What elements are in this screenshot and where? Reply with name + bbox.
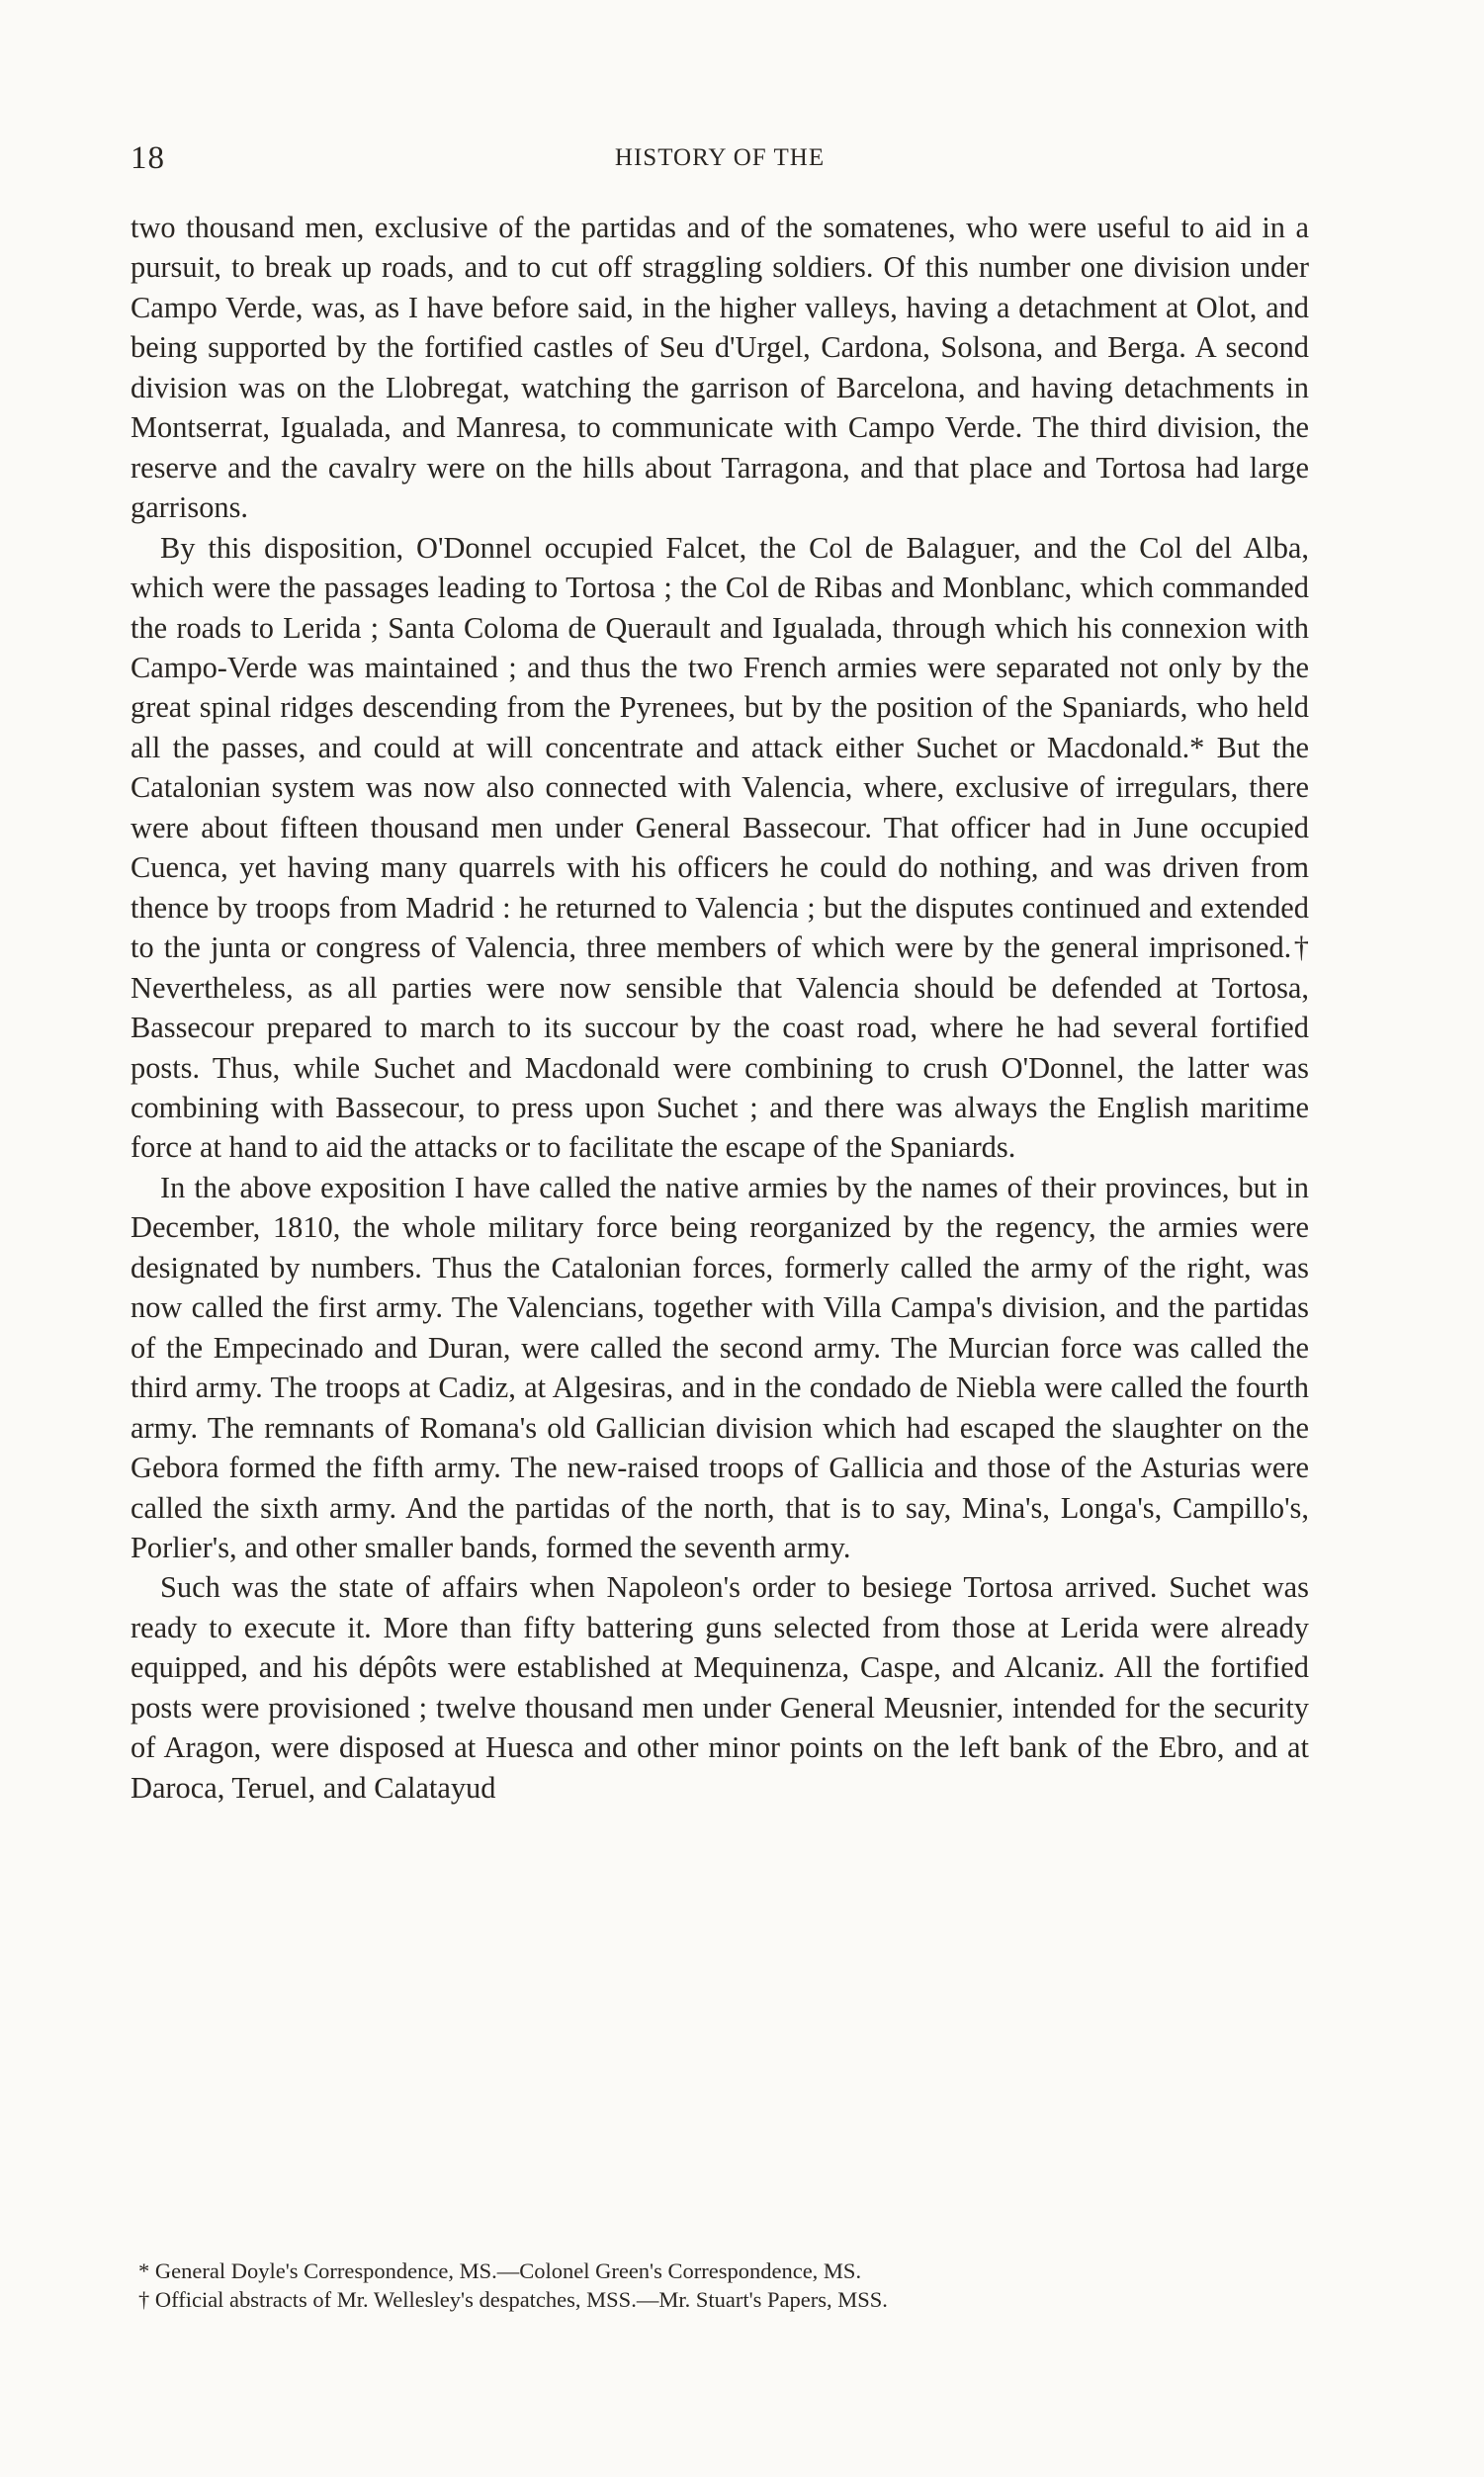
paragraph-armies-numbering: In the above exposition I have called the native armies by the names of their provinces, but in December, 1810, the whole military force being reorganized by the regency, the armies were designated by numbers. Thus the Catalonian forces, formerly called the army of the right, was now called the first army. The Valencians, together with Villa Campa's division, and the partidas of the Empecinado and Duran, were called the second army. The Murcian force was called the third army. The troops at Cadiz, at Algesiras, and in the condado de Niebla were called the fourth army. The remnants of Romana's old Gallician division which had escaped the slaughter on the Gebora formed the fifth army. The new-raised troops of Gallicia and those of the Asturias were called the sixth army. And the partidas of the north, that is to say, Mina's, Longa's, Campillo's, Porlier's, and other smaller bands, formed the seventh army. [131, 1170, 1309, 1564]
running-head: HISTORY OF THE [614, 144, 826, 171]
paragraph-disposition: By this disposition, O'Donnel occupied Falcet, the Col de Balaguer, and the Col del Alba, which were the passages leading to Tortosa ; the Col de Ribas and Monblanc, which commanded the roads to Lerida ; Santa Coloma de Querault and Igualada, through which his connexion with Campo-Verde was maintained ; and thus the two French armies were separated not only by the great spinal ridges descending from the Pyrenees, but by the position of the Spaniards, who held all the passes, and could at will concentrate and attack either Suchet or Macdonald.* But the Catalonian system was now also connected with Valencia, where, exclusive of irregulars, there were about fifteen thousand men under General Bassecour. That officer had in June occupied Cuenca, yet having many quarrels with his officers he could do nothing, and was driven from thence by troops from Madrid : he returned to Valencia ; but the disputes continued and extended to the junta or congress of Valencia, three members of which were by the general imprisoned.† Nevertheless, as all parties were now sensible that Valencia should be defended at Tortosa, Bassecour prepared to march to its succour by the coast road, where he had several fortified posts. Thus, while Suchet and Macdonald were combining to crush O'Donnel, the latter was combining with Bassecour, to press upon Suchet ; and there was always the English maritime force at hand to aid the attacks or to facilitate the escape of the Spaniards. [131, 530, 1309, 1165]
footnote-dagger: † Official abstracts of Mr. Wellesley's despatches, MSS.—Mr. Stuart's Papers, MSS. [138, 2287, 888, 2312]
footnotes [138, 2256, 1305, 2314]
page-header [131, 140, 1309, 180]
footnote-asterisk: * General Doyle's Correspondence, MS.—Colonel Green's Correspondence, MS. [138, 2258, 862, 2283]
page-number: 18 [131, 140, 165, 176]
paragraph-siege-order: Such was the state of affairs when Napoleon's order to besiege Tortosa arrived. Suchet was ready to execute it. More than fifty battering guns selected from those at Lerida were already equipped, and his dépôts were established at Mequinenza, Caspe, and Alcaniz. All the fortified posts were provisioned ; twelve thousand men under General Meusnier, intended for the security of Aragon, were disposed at Huesca and other minor points on the left bank of the Ebro, and at Daroca, Teruel, and Calatayud [131, 1570, 1309, 1805]
body-text [131, 208, 1309, 1808]
paragraph-continuation: two thousand men, exclusive of the partidas and of the somatenes, who were useful to aid in a pursuit, to break up roads, and to cut off straggling soldiers. Of this number one division under Campo Verde, was, as I have before said, in the higher valleys, having a detachment at Olot, and being supported by the fortified castles of Seu d'Urgel, Cardona, Solsona, and Berga. A second division was on the Llobregat, watching the garrison of Barcelona, and having detachments in Montserrat, Igualada, and Manresa, to communicate with Campo Verde. The third division, the reserve and the cavalry were on the hills about Tarragona, and that place and Tortosa had large garrisons. [131, 211, 1309, 525]
